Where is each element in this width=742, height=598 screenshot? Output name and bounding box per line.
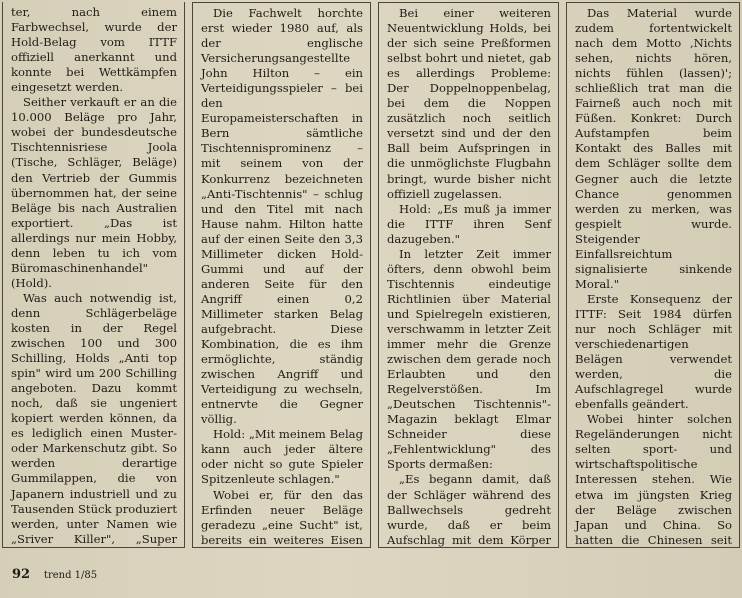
column-4-paragraph-3-text: Wobei hinter solchen Regeländerungen nicht selten sport- und wirtschaftspolitische Interessen stehen. Wie etwa im jüngsten Krieg der Beläge zwischen Japan und China. So hatten die Chinesen seit — [575, 412, 732, 547]
page-footer — [12, 567, 97, 582]
column-2-paragraph-2: Hold: „Mit meinem Belag kann auch jeder ältere oder nicht so gute Spieler Spitzenleute schlagen." — [201, 427, 363, 487]
column-1-paragraph-1: ter, nach einem Farbwechsel, wurde der Hold-Belag vom ITTF offiziell anerkannt und konnte bei Wettkämpfen eingesetzt werden. — [11, 5, 177, 95]
article-column-3 — [378, 2, 559, 548]
column-4-paragraph-2: Erste Konsequenz der ITTF: Seit 1984 dürfen nur noch Schläger mit verschiedenartigen Belägen verwendet werden, die Aufschlagregel wurde ebenfalls geändert. — [575, 291, 732, 412]
column-3-paragraph-4: „Es begann damit, daß der Schläger während des Ballwechsels gedreht wurde, daß er beim Aufschlag mit dem Körper — [387, 472, 551, 547]
article-column-4 — [566, 2, 740, 548]
column-4-paragraph-1: Das Material wurde zudem fortentwickelt nach dem Motto ‚Nichts sehen, nichts hören, nichts fühlen (lassen)'; schließlich trat man die Fairneß auch noch mit Füßen. Konkret: Durch Aufstampfen beim Kontakt des Balles mit dem Schläger sollte dem Gegner auch die letzte Chance genommen werden zu merken, was gespielt wurde. Steigender Einfallsreichtum signalisierte sinkende Moral." — [575, 6, 732, 291]
column-3-paragraph-2: Hold: „Es muß ja immer die ITTF ihren Senf dazugeben." — [387, 201, 551, 246]
column-2-paragraph-3: Wobei er, für den das Erfinden neuer Beläge geradezu „eine Sucht" ist, bereits ein weiteres Eisen — [201, 487, 363, 547]
article-column-2 — [192, 2, 371, 548]
column-2-paragraph-1: Die Fachwelt horchte erst wieder 1980 auf, als der englische Versicherungsangestellte John Hilton – ein Verteidigungsspieler – bei den Europameisterschaften in Bern sämtliche Tischtennisprominenz – mit seinem von der Konkurrenz bezeichneten „Anti-Tischtennis" – schlug und den Titel mit nach Hause nahm. Hilton hatte auf der einen Seite den 3,3 Millimeter dicken Hold-Gummi und auf der anderen Seite für den Angriff einen 0,2 Millimeter starken Belag aufgebracht. Diese Kombination, die es ihm ermöglichte, ständig zwischen Angriff und Verteidigung zu wechseln, entnervte die Gegner völlig. — [201, 6, 363, 427]
column-1-paragraph-2: Seither verkauft er an die 10.000 Beläge pro Jahr, wobei der bundesdeutsche Tischtennisriese Joola (Tische, Schläger, Beläge) den Vertrieb der Gummis übernommen hat, der seine Beläge bis nach Australien exportiert. „Das ist allerdings nur mein Hobby, denn leben tu ich vom Büromaschinenhandel" (Hold). — [11, 95, 177, 290]
column-1-paragraph-3: Was auch notwendig ist, denn Schlägerbeläge kosten in der Regel zwischen 100 und 300 Schilling, Holds „Anti top spin" wird um 200 Schilling angeboten. Dazu kommt noch, daß sie ungeniert kopiert werden können, da es lediglich einen Muster- oder Markenschutz gibt. So werden derartige Gummilappen, die von Japanern industriell und zu Tausenden Stück produziert werden, unter Namen wie „Sriver Killer", „Super — [11, 290, 177, 546]
article-column-1 — [2, 2, 185, 548]
publication-issue: trend 1/85 — [43, 570, 98, 581]
column-3-paragraph-1: Bei einer weiteren Neuentwicklung Holds, bei der sich seine Preßformen selbst bohrt und nietet, gab es allerdings Probleme: Der Doppelnoppenbelag, bei dem die Noppen zusätzlich noch seitlich versetzt sind und der den Ball beim Aufspringen in die unmöglichste Flugbahn bringt, wurde bisher nicht offiziell zugelassen. — [387, 6, 551, 201]
page-number: 92 — [12, 567, 31, 582]
column-4-paragraph-3 — [575, 412, 732, 548]
column-3-paragraph-3: In letzter Zeit immer öfters, denn obwohl beim Tischtennis eindeutige Richtlinien über Material und Spielregeln existieren, verschwamm in letzter Zeit immer mehr die Grenze zwischen dem gerade noch Erlaubten und den Regelverstößen. Im „Deutschen Tischtennis"-Magazin beklagt Elmar Schneider diese „Fehlentwicklung" des Sports dermaßen: — [387, 246, 551, 472]
